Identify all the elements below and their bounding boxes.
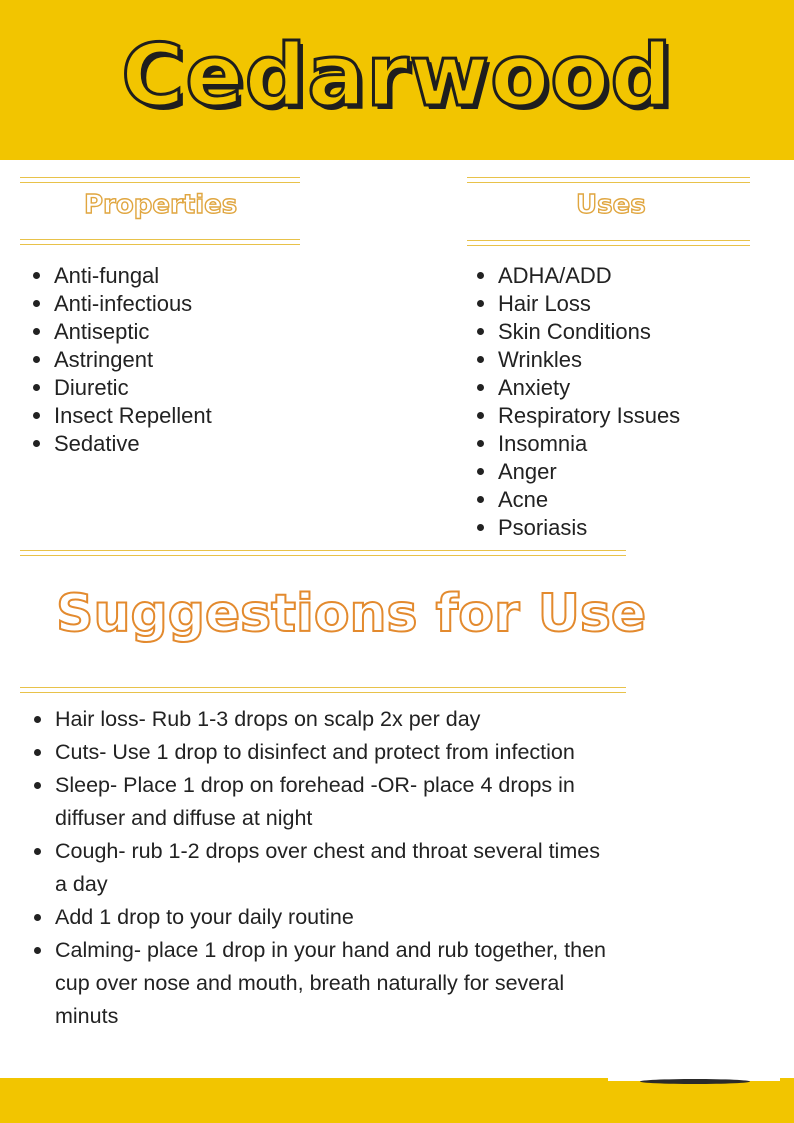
suggestions-bottom-divider	[20, 687, 626, 693]
list-item: Psoriasis	[476, 514, 680, 542]
list-item: Skin Conditions	[476, 318, 680, 346]
list-item: ADHA/ADD	[476, 262, 680, 290]
properties-bottom-divider	[20, 239, 300, 245]
uses-bottom-divider	[467, 240, 750, 246]
properties-heading: Properties	[84, 190, 238, 220]
list-item: Anger	[476, 458, 680, 486]
uses-heading: Uses	[576, 190, 646, 220]
footer-card	[608, 892, 780, 1081]
list-item: Wrinkles	[476, 346, 680, 374]
uses-list	[476, 262, 680, 542]
list-item: Add 1 drop to your daily routine	[33, 901, 613, 934]
suggestions-heading: Suggestions for Use	[56, 584, 647, 644]
properties-top-divider	[20, 177, 300, 183]
footer-banner	[0, 1078, 794, 1123]
list-item: Hair loss- Rub 1-3 drops on scalp 2x per day	[33, 703, 613, 736]
suggestions-list	[33, 703, 613, 1033]
list-item: Anti-fungal	[32, 262, 212, 290]
list-item: Cuts- Use 1 drop to disinfect and protect from infection	[33, 736, 613, 769]
list-item: Anxiety	[476, 374, 680, 402]
list-item: Hair Loss	[476, 290, 680, 318]
properties-list	[32, 262, 212, 458]
list-item: Anti-infectious	[32, 290, 212, 318]
list-item: Insect Repellent	[32, 402, 212, 430]
list-item: Respiratory Issues	[476, 402, 680, 430]
list-item: Sleep- Place 1 drop on forehead -OR- place 4 drops in diffuser and diffuse at night	[33, 769, 613, 835]
list-item: Calming- place 1 drop in your hand and rub together, then cup over nose and mouth, breath naturally for several minuts	[33, 934, 613, 1033]
footer-shadow	[640, 1079, 750, 1084]
suggestions-top-divider	[20, 550, 626, 556]
list-item: Insomnia	[476, 430, 680, 458]
list-item: Cough- rub 1-2 drops over chest and throat several times a day	[33, 835, 613, 901]
page-title: Cedarwood	[121, 26, 673, 126]
list-item: Sedative	[32, 430, 212, 458]
list-item: Antiseptic	[32, 318, 212, 346]
list-item: Acne	[476, 486, 680, 514]
list-item: Astringent	[32, 346, 212, 374]
list-item: Diuretic	[32, 374, 212, 402]
uses-top-divider	[467, 177, 750, 183]
